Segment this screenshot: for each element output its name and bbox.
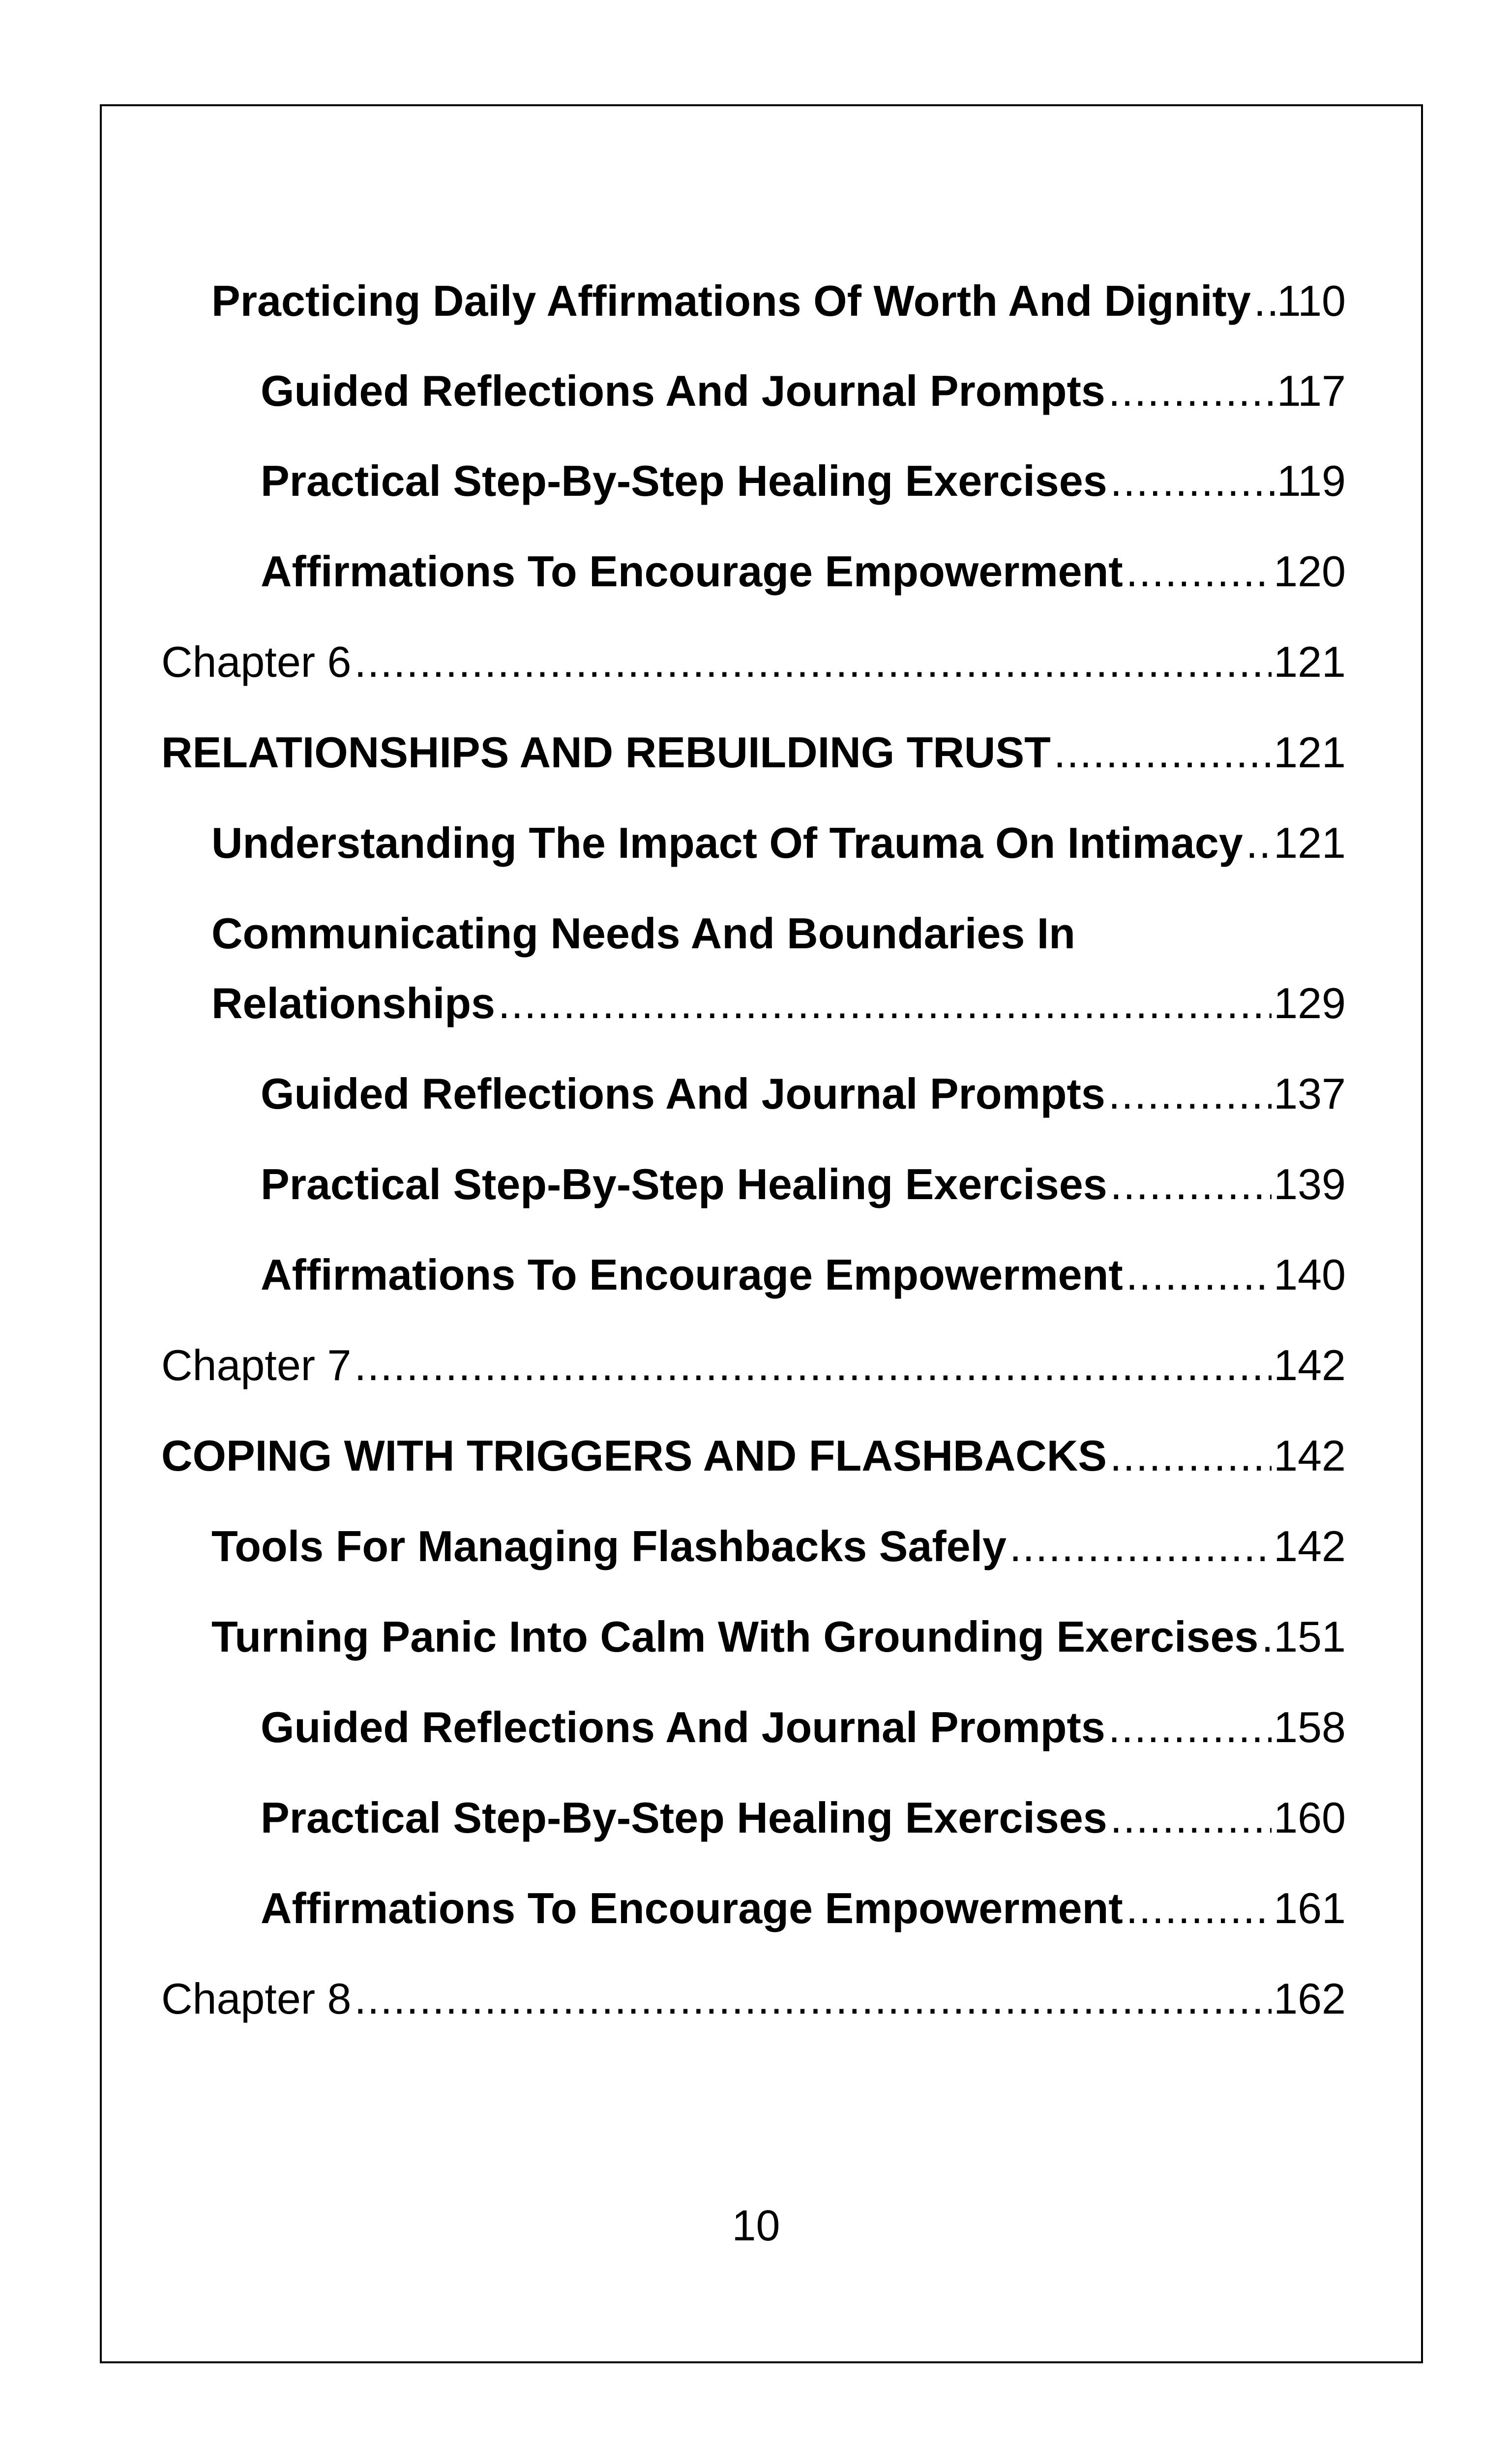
toc-entry-page: 160 xyxy=(1274,1793,1346,1842)
toc-entry-page: 142 xyxy=(1274,1431,1346,1480)
toc-entry-title: Guided Reflections And Journal Prompts xyxy=(261,1703,1105,1751)
toc-dot-leader xyxy=(1054,728,1272,777)
toc-dot-leader xyxy=(1126,547,1272,596)
toc-entry-page: 137 xyxy=(1274,1069,1346,1118)
toc-entry-page: 158 xyxy=(1274,1703,1346,1751)
toc-entry-page: 117 xyxy=(1276,366,1346,415)
toc-entry[interactable] xyxy=(161,1341,1346,1390)
toc-entry[interactable] xyxy=(211,979,1346,1028)
toc-entry[interactable] xyxy=(261,547,1346,596)
toc-entry[interactable] xyxy=(261,1069,1346,1118)
toc-entry-page: 161 xyxy=(1274,1884,1346,1932)
toc-entry[interactable] xyxy=(261,1250,1346,1299)
toc-entry-title: Relationships xyxy=(211,979,495,1027)
toc-dot-leader xyxy=(1108,366,1275,416)
toc-dot-leader xyxy=(354,1974,1272,2023)
toc-dot-leader xyxy=(1110,456,1275,506)
toc-dot-leader xyxy=(498,979,1272,1028)
toc-entry-page: 110 xyxy=(1276,276,1346,325)
toc-entry-page: 139 xyxy=(1274,1160,1346,1208)
toc-entry-page: 162 xyxy=(1274,1974,1346,2023)
toc-entry-title: Affirmations To Encourage Empowerment xyxy=(261,1250,1123,1299)
toc-dot-leader xyxy=(1009,1522,1272,1571)
toc-entry-page: 121 xyxy=(1274,637,1346,686)
toc-entry[interactable] xyxy=(261,1793,1346,1842)
toc-entry-title: Chapter 7 xyxy=(161,1341,352,1389)
toc-entry[interactable] xyxy=(211,818,1346,868)
toc-entry-title: Affirmations To Encourage Empowerment xyxy=(261,547,1123,596)
toc-entry-page: 119 xyxy=(1276,456,1346,505)
toc-dot-leader xyxy=(1108,1069,1272,1118)
toc-entry-page: 129 xyxy=(1274,979,1346,1027)
toc-entry[interactable] xyxy=(211,1522,1346,1571)
toc-entry-page: 142 xyxy=(1274,1341,1346,1389)
toc-entry-page: 142 xyxy=(1274,1522,1346,1570)
toc-dot-leader xyxy=(1126,1250,1272,1299)
toc-entry-title: Tools For Managing Flashbacks Safely xyxy=(211,1522,1007,1570)
toc-entry[interactable] xyxy=(261,456,1346,506)
toc-entry-page: 121 xyxy=(1274,818,1346,867)
toc-entry-page: 140 xyxy=(1274,1250,1346,1299)
toc-dot-leader xyxy=(1126,1884,1272,1933)
toc-entry-page: 151 xyxy=(1274,1612,1346,1661)
page-number: 10 xyxy=(732,2201,780,2250)
toc-dot-leader xyxy=(354,637,1272,687)
toc-entry[interactable] xyxy=(211,1612,1346,1661)
page-border xyxy=(100,104,1423,2363)
toc-dot-leader xyxy=(1261,1612,1272,1661)
toc-entry[interactable] xyxy=(261,366,1346,416)
toc-entry[interactable] xyxy=(161,637,1346,687)
toc-entry-title: Practical Step-By-Step Healing Exercises xyxy=(261,1793,1107,1842)
toc-entry-title: Practical Step-By-Step Healing Exercises xyxy=(261,1160,1107,1208)
toc-entry[interactable] xyxy=(261,1884,1346,1933)
toc-entry[interactable] xyxy=(161,1431,1346,1480)
toc-entry-title: Practicing Daily Affirmations Of Worth And Dignity xyxy=(211,276,1251,325)
toc-entry-title: Guided Reflections And Journal Prompts xyxy=(261,366,1105,415)
toc-dot-leader xyxy=(1110,1160,1272,1209)
toc-entry[interactable] xyxy=(161,728,1346,777)
toc-entry-title: Turning Panic Into Calm With Grounding Exercises xyxy=(211,1612,1259,1661)
toc-entry[interactable] xyxy=(261,1703,1346,1752)
toc-entry[interactable] xyxy=(161,1974,1346,2023)
toc-entry-title: Practical Step-By-Step Healing Exercises xyxy=(261,456,1107,505)
toc-entry-title: Affirmations To Encourage Empowerment xyxy=(261,1884,1123,1932)
toc-entry-title: RELATIONSHIPS AND REBUILDING TRUST xyxy=(161,728,1051,777)
toc-dot-leader xyxy=(1246,818,1272,868)
toc-entry-title: Chapter 6 xyxy=(161,637,352,686)
toc-entry-title: COPING WITH TRIGGERS AND FLASHBACKS xyxy=(161,1431,1107,1480)
toc-entry-title: Guided Reflections And Journal Prompts xyxy=(261,1069,1105,1118)
toc-entry[interactable] xyxy=(211,276,1346,326)
toc-entry-title: Understanding The Impact Of Trauma On Intimacy xyxy=(211,818,1243,867)
toc-dot-leader xyxy=(1108,1703,1272,1752)
toc-entry-title: Chapter 8 xyxy=(161,1974,352,2023)
toc-dot-leader xyxy=(1254,276,1275,326)
toc-dot-leader xyxy=(1110,1793,1272,1842)
toc-dot-leader xyxy=(354,1341,1272,1390)
toc-dot-leader xyxy=(1110,1431,1272,1480)
toc-entry-page: 120 xyxy=(1274,547,1346,596)
toc-entry[interactable] xyxy=(261,1160,1346,1209)
toc-entry-page: 121 xyxy=(1274,728,1346,777)
toc-entry-title-line1[interactable]: Communicating Needs And Boundaries In xyxy=(211,909,1075,958)
